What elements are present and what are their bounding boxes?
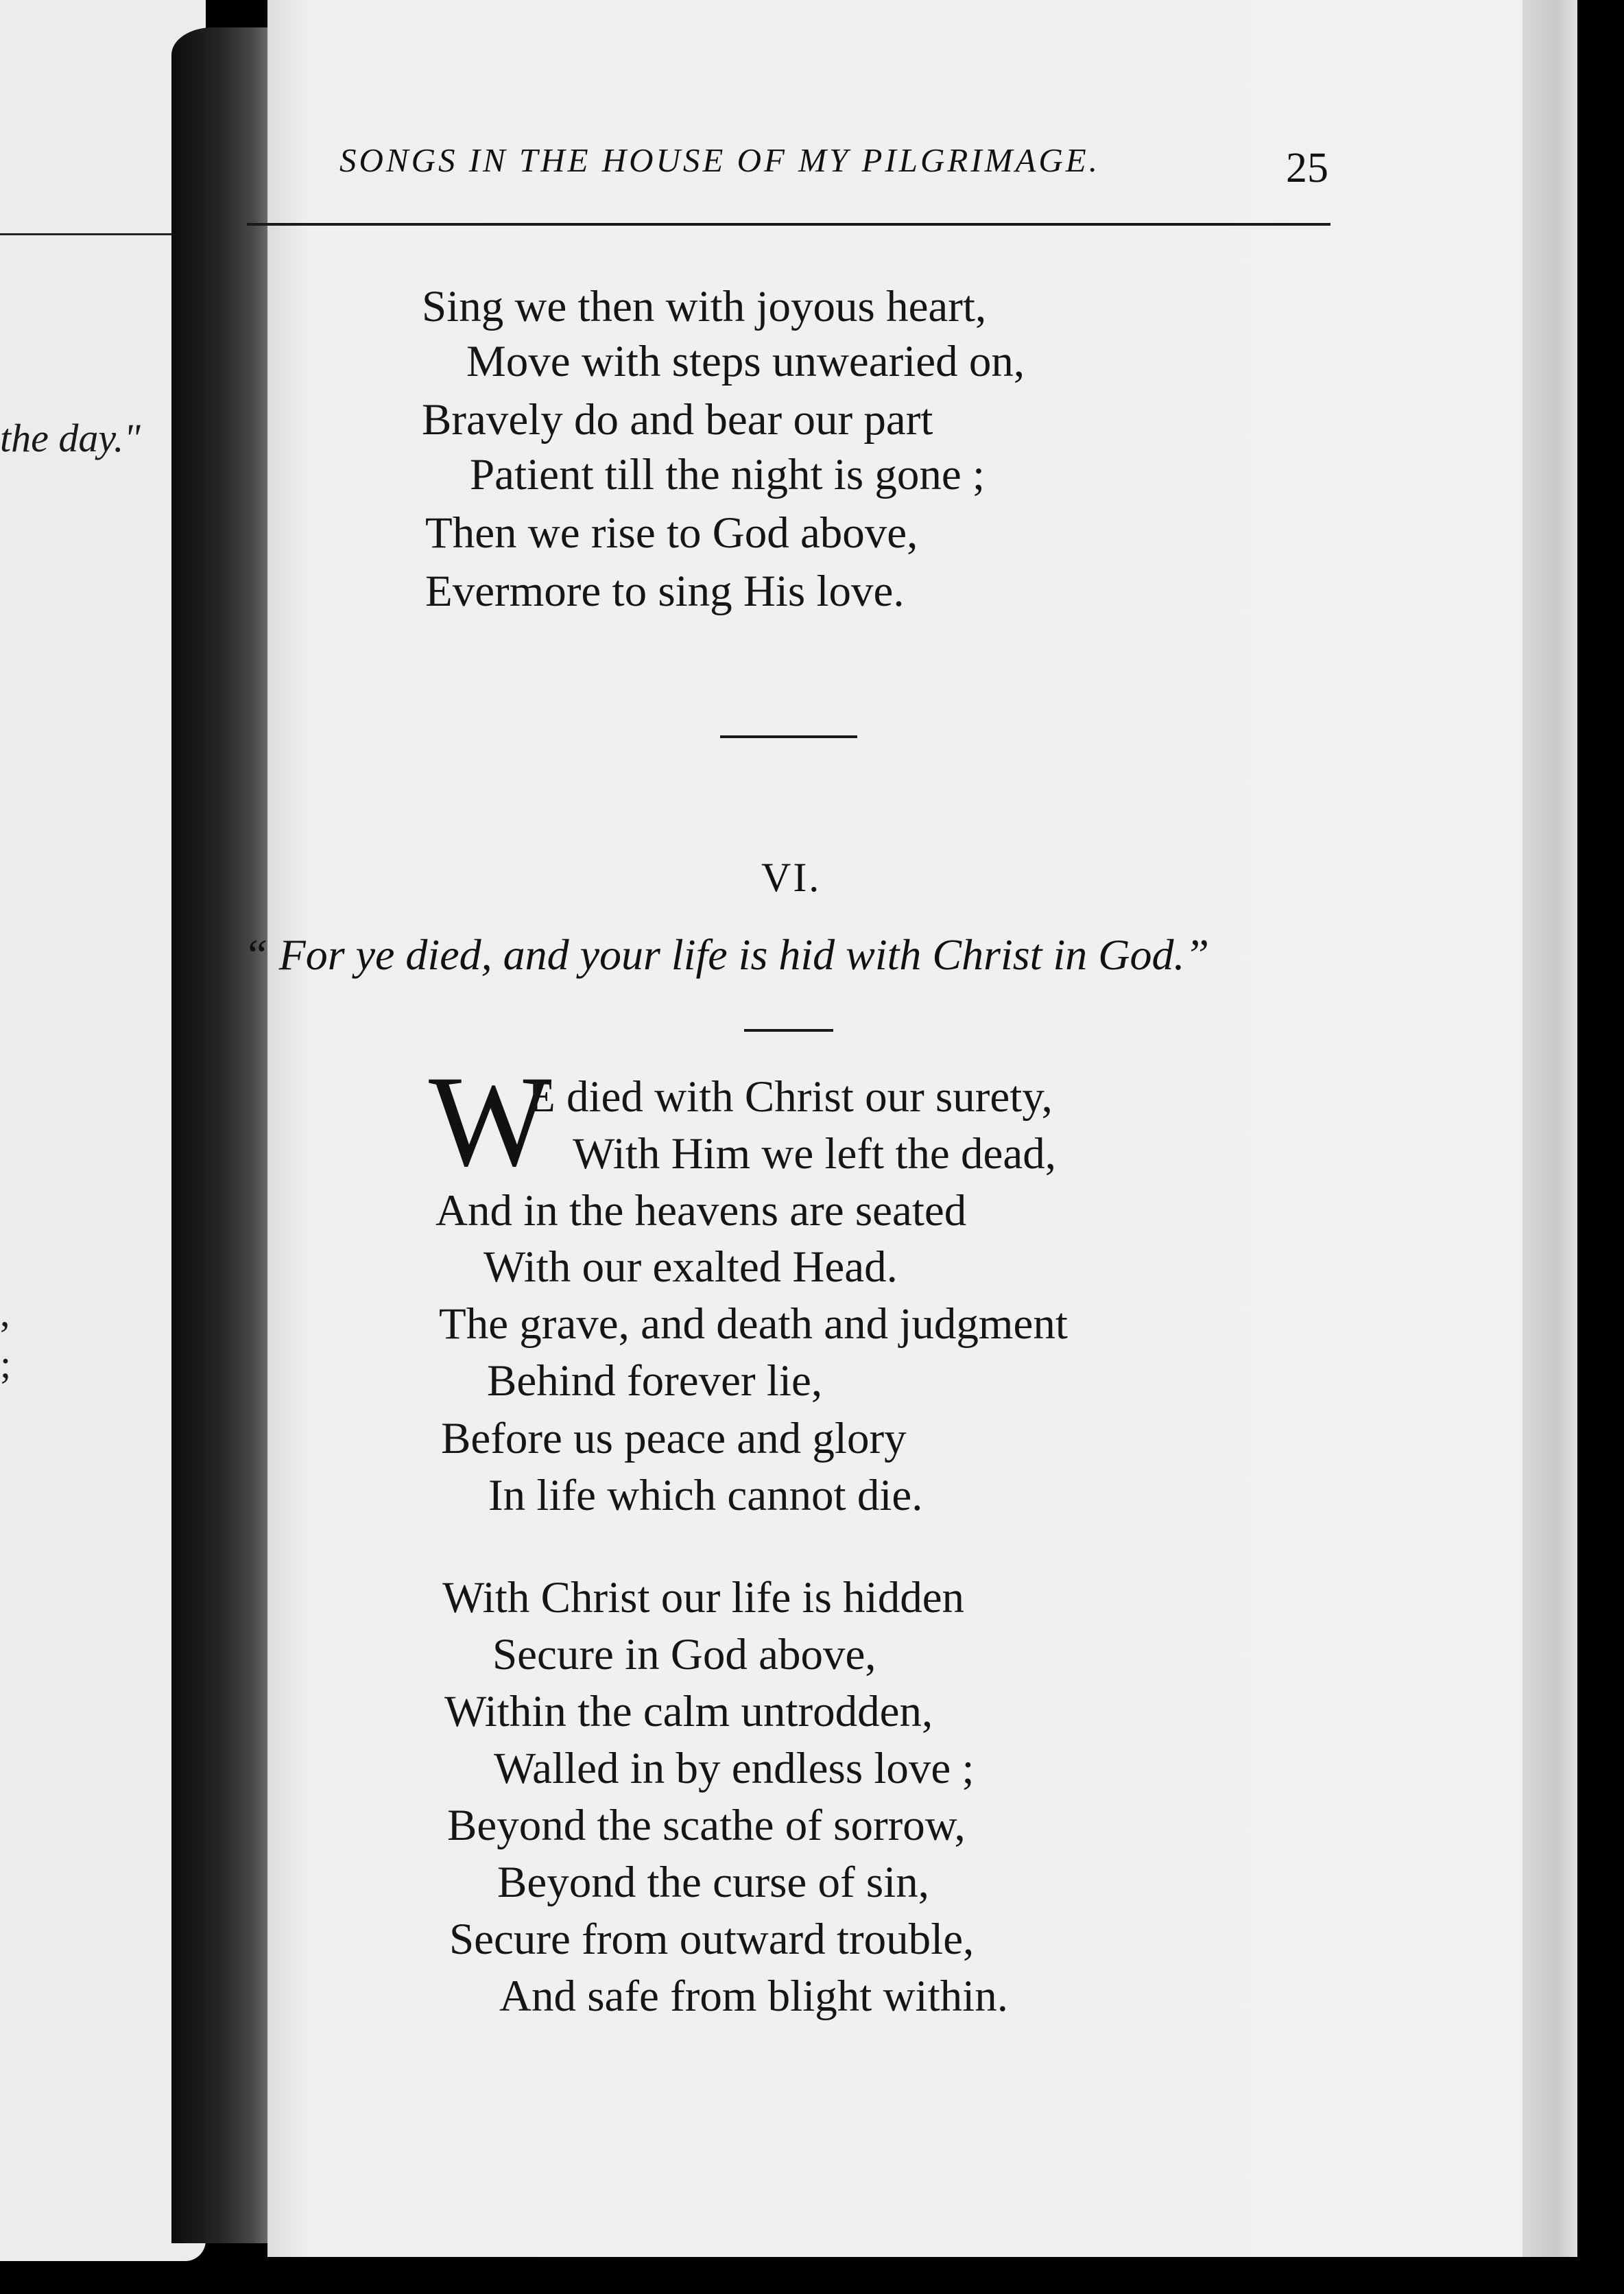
verse-line: With Christ our life is hidden [442,1573,965,1622]
verse-line: With Him we left the dead, [573,1129,1056,1179]
header-rule [247,223,1330,226]
verse-line: And in the heavens are seated [435,1186,967,1235]
verse-line: The grave, and death and judgment [439,1299,1068,1349]
verse-line: Patient till the night is gone ; [470,450,986,499]
verse-line: In life which cannot die. [488,1471,923,1520]
verse-line: Secure from outward trouble, [449,1915,975,1964]
verse-line: Within the calm untrodden, [444,1687,933,1736]
verse-line: And safe from blight within. [499,1972,1008,2021]
verse-line: With our exalted Head. [483,1242,898,1292]
verse-line: Sing we then with joyous heart, [422,282,987,331]
verse-line: E died with Christ our surety, [528,1072,1053,1122]
previous-page-fragment: the day." [0,416,141,460]
page-number: 25 [1286,145,1328,191]
epigraph: “ For ye died, and your life is hid with Christ in God.” [243,930,1210,979]
verse-line: Evermore to sing His love. [425,567,905,616]
previous-page-rule [0,233,171,235]
previous-page-fragment: , [0,1290,10,1335]
book-gutter [171,27,281,2243]
verse-line: Walled in by endless love ; [494,1744,975,1793]
drop-cap: W [429,1050,552,1194]
verse-line: Before us peace and glory [441,1414,907,1463]
verse-line: Move with steps unwearied on, [466,337,1025,386]
verse-line: Secure in God above, [492,1630,876,1679]
epigraph-rule [744,1029,833,1032]
running-head: SONGS IN THE HOUSE OF MY PILGRIMAGE. [339,141,1100,179]
section-separator [720,735,857,738]
previous-page-fragment: ; [0,1342,12,1386]
section-number: VI. [761,855,822,900]
verse-line: Then we rise to God above, [425,508,918,558]
verse-line: Beyond the curse of sin, [497,1858,930,1907]
page-edge [1522,0,1577,2257]
verse-line: Beyond the scathe of sorrow, [447,1801,966,1850]
verse-line: Behind forever lie, [487,1356,823,1406]
verse-line: Bravely do and bear our part [422,395,933,445]
